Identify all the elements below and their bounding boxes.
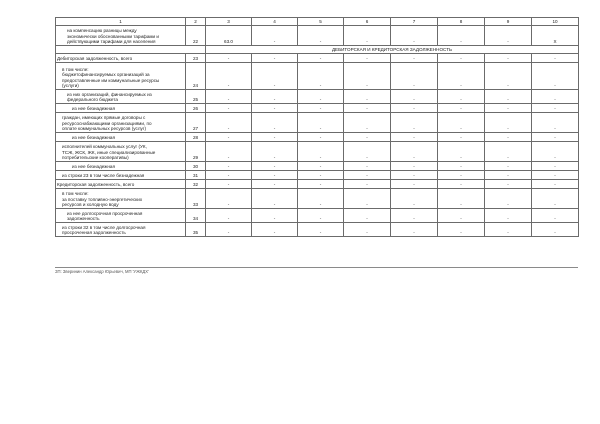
row-code: 27 [186,113,206,133]
header-cell: 1 [56,18,186,26]
value-cell: - [391,142,438,162]
value-cell: - [391,162,438,171]
header-cell: 9 [485,18,532,26]
value-cell: - [391,171,438,180]
table-row [56,26,579,46]
value-cell: - [391,180,438,189]
value-cell: - [252,209,298,223]
row-code: 35 [186,223,206,237]
row-code: 24 [186,63,206,90]
value-cell: - [391,209,438,223]
row-label: исполнителей коммунальных услуг (УК, ТСЖ, ЖСК, ЖК, иные специализированные потребительские кооперативы) [56,142,186,162]
value-cell: - [298,104,344,113]
value-cell: - [298,113,344,133]
value-cell: 63.0 [206,26,252,46]
value-cell: - [252,113,298,133]
row-code: 26 [186,104,206,113]
value-cell: - [532,63,579,90]
value-cell: - [344,26,391,46]
value-cell: - [532,113,579,133]
header-cell: 6 [344,18,391,26]
value-cell: - [298,209,344,223]
value-cell: - [206,90,252,104]
value-cell: - [438,162,485,171]
header-cell: 10 [532,18,579,26]
row-label: из нее безнадежная [56,104,186,113]
value-cell: - [532,54,579,63]
value-cell: - [344,209,391,223]
value-cell: - [206,162,252,171]
table-row [56,133,579,142]
value-cell: - [532,90,579,104]
row-code: 33 [186,189,206,209]
value-cell: - [206,54,252,63]
value-cell: - [391,133,438,142]
value-cell: - [206,133,252,142]
value-cell: - [532,171,579,180]
value-cell: - [344,223,391,237]
value-cell: - [252,189,298,209]
value-cell: - [532,189,579,209]
value-cell: - [298,142,344,162]
row-label: из них организаций, финансируемых из федерального бюджета [56,90,186,104]
table-row [56,180,579,189]
row-code: 25 [186,90,206,104]
row-code: 28 [186,133,206,142]
value-cell: - [485,63,532,90]
value-cell: - [438,63,485,90]
footer-note: ЗП: Зверинин Александр Юрьевич, МП 'УЖКДХ' [55,269,149,274]
value-cell: - [344,104,391,113]
value-cell: - [438,90,485,104]
value-cell: - [298,180,344,189]
value-cell: - [391,189,438,209]
value-cell: - [344,180,391,189]
value-cell: - [391,90,438,104]
value-cell: - [206,180,252,189]
value-cell: - [298,162,344,171]
table-row [56,90,579,104]
table-row [56,142,579,162]
value-cell: - [206,209,252,223]
value-cell: - [206,189,252,209]
table-row [56,189,579,209]
report-table [55,17,579,237]
row-code: 34 [186,209,206,223]
value-cell: - [438,189,485,209]
header-cell: 2 [186,18,206,26]
value-cell: - [438,113,485,133]
value-cell: - [438,133,485,142]
report-table-body [56,18,579,237]
value-cell: - [532,209,579,223]
value-cell: - [438,209,485,223]
value-cell: - [252,133,298,142]
value-cell: - [438,142,485,162]
value-cell: - [532,162,579,171]
value-cell: - [391,26,438,46]
section-row [56,46,579,54]
value-cell: - [344,63,391,90]
value-cell: - [532,104,579,113]
row-code: 29 [186,142,206,162]
value-cell: - [485,113,532,133]
row-code: 30 [186,162,206,171]
row-label: Кредиторская задолженность, всего [56,180,186,189]
value-cell: - [532,142,579,162]
table-row [56,209,579,223]
value-cell: - [344,171,391,180]
row-label: на компенсацию разницы между экономически обоснованными тарифами и действующими тарифами для населения [56,26,186,46]
value-cell: - [485,189,532,209]
section-title: ДЕБИТОРСКАЯ И КРЕДИТОРСКАЯ ЗАДОЛЖЕННОСТЬ [206,46,579,54]
value-cell: - [485,171,532,180]
value-cell: - [391,113,438,133]
value-cell: - [344,162,391,171]
value-cell: - [391,223,438,237]
table-header-row [56,18,579,26]
value-cell: - [344,133,391,142]
value-cell: - [532,223,579,237]
value-cell: - [206,223,252,237]
value-cell: - [485,90,532,104]
table-row [56,223,579,237]
value-cell: - [252,180,298,189]
value-cell: - [438,180,485,189]
row-code: 22 [186,26,206,46]
row-code: 31 [186,171,206,180]
value-cell: - [206,63,252,90]
value-cell: - [298,90,344,104]
value-cell: - [438,171,485,180]
row-label: из нее безнадежная [56,162,186,171]
value-cell: - [532,180,579,189]
section-blank-cell [56,46,206,54]
table-row [56,104,579,113]
value-cell: X [532,26,579,46]
value-cell: - [252,26,298,46]
value-cell: - [252,162,298,171]
value-cell: - [298,133,344,142]
value-cell: - [298,223,344,237]
row-label: Дебиторская задолженность, всего [56,54,186,63]
header-cell: 8 [438,18,485,26]
table-row [56,171,579,180]
table-row [56,54,579,63]
value-cell: - [391,63,438,90]
header-cell: 4 [252,18,298,26]
value-cell: - [438,54,485,63]
value-cell: - [344,90,391,104]
value-cell: - [298,26,344,46]
value-cell: - [485,54,532,63]
value-cell: - [438,223,485,237]
row-label: из строки 23 в том числе безнадежная [56,171,186,180]
value-cell: - [206,104,252,113]
value-cell: - [252,63,298,90]
value-cell: - [252,54,298,63]
value-cell: - [485,180,532,189]
value-cell: - [485,104,532,113]
value-cell: - [344,142,391,162]
value-cell: - [206,142,252,162]
value-cell: - [344,189,391,209]
value-cell: - [485,142,532,162]
value-cell: - [485,209,532,223]
value-cell: - [298,54,344,63]
value-cell: - [344,113,391,133]
header-cell: 7 [391,18,438,26]
row-code: 23 [186,54,206,63]
value-cell: - [391,54,438,63]
value-cell: - [532,133,579,142]
value-cell: - [206,113,252,133]
value-cell: - [485,162,532,171]
table-row [56,162,579,171]
row-label: в том числе: за поставку топливно-энергетических ресурсов и холодную воду [56,189,186,209]
table-row [56,113,579,133]
value-cell: - [485,223,532,237]
header-cell: 3 [206,18,252,26]
value-cell: - [485,133,532,142]
value-cell: - [298,171,344,180]
row-label: из нее безнадежная [56,133,186,142]
footer-divider [55,267,578,268]
row-label: из нее долгосрочная просроченная задолженность [56,209,186,223]
value-cell: - [438,26,485,46]
value-cell: - [438,104,485,113]
value-cell: - [344,54,391,63]
header-cell: 5 [298,18,344,26]
table-row [56,63,579,90]
value-cell: - [252,142,298,162]
value-cell: - [391,104,438,113]
row-label: из строки 32 в том числе долгосрочная просроченная задолженность [56,223,186,237]
value-cell: - [252,90,298,104]
value-cell: - [252,171,298,180]
row-label: в том числе: бюджетофинансируемых организаций за предоставленные им коммунальные ресурсы (услуги) [56,63,186,90]
value-cell: - [298,189,344,209]
value-cell: - [206,171,252,180]
value-cell: - [252,223,298,237]
row-label: граждан, имеющих прямые договоры с ресурсоснабжающими организациями, по оплате коммунальных ресурсов (услуг) [56,113,186,133]
value-cell: - [485,26,532,46]
value-cell: - [252,104,298,113]
value-cell: - [298,63,344,90]
row-code: 32 [186,180,206,189]
